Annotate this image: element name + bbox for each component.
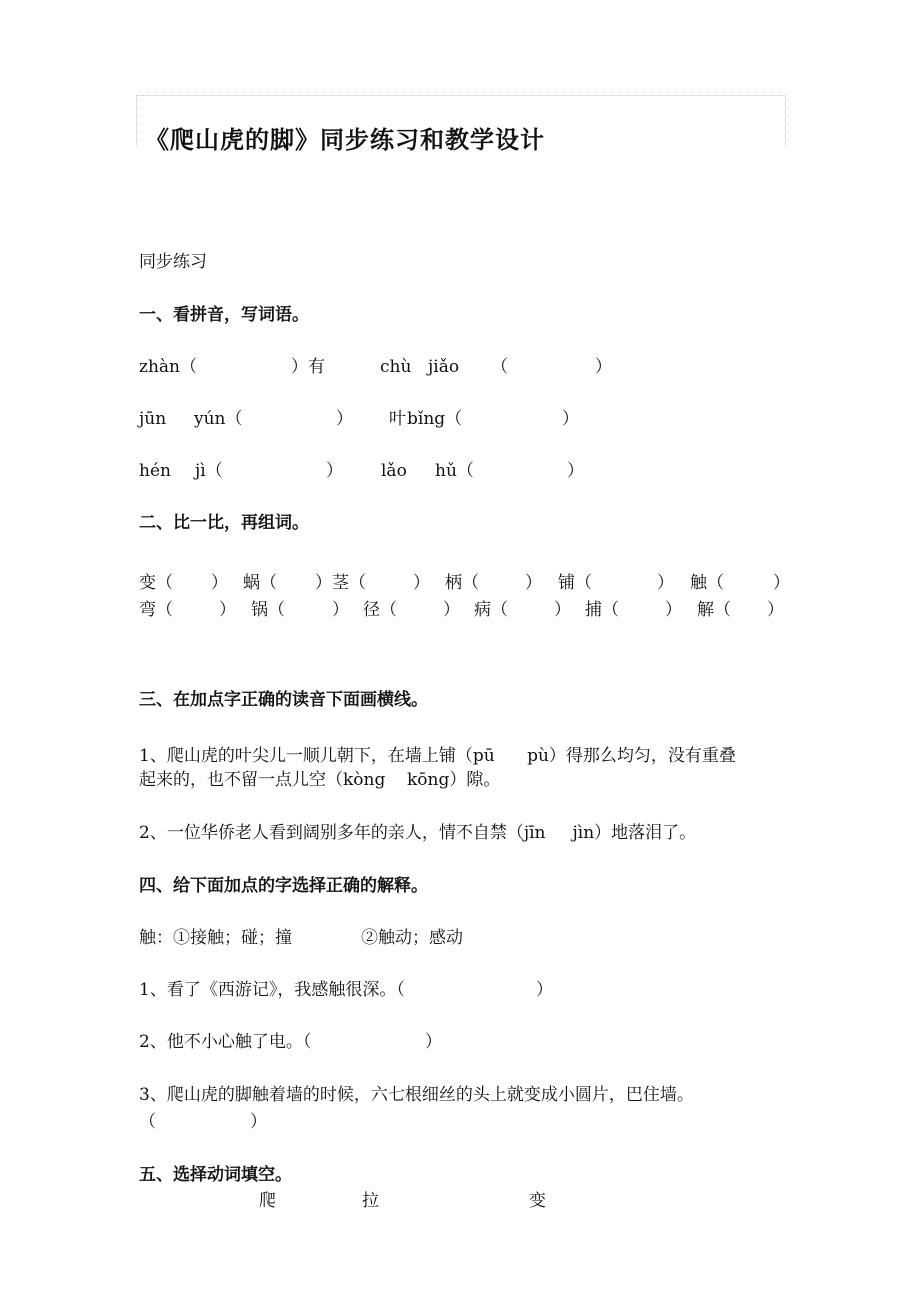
q2-r1-c1: 变（ bbox=[139, 573, 173, 593]
q1-heading: 一、看拼音，写词语。 bbox=[139, 305, 309, 325]
q2-r1-c4: ）茎（ bbox=[315, 573, 366, 593]
document-title: 《爬山虎的脚》同步练习和教学设计 bbox=[145, 125, 545, 154]
q2-r2-c8: ） bbox=[554, 600, 571, 620]
q2-r2-c3: 锅（ bbox=[251, 600, 285, 620]
q2-r2-c7: 病（ bbox=[474, 600, 508, 620]
q1-r3-c5: hǔ（ bbox=[435, 461, 474, 481]
q2-r1-c3: 蜗（ bbox=[243, 573, 277, 593]
q1-r3-c3: ） bbox=[326, 461, 343, 481]
q2-row-1 bbox=[139, 572, 789, 594]
q1-r3-c4: lǎo bbox=[381, 461, 407, 481]
q1-r1-c2: ）有 bbox=[291, 357, 325, 377]
q2-r1-c7: ） bbox=[525, 573, 542, 593]
q2-r1-c5: ） bbox=[413, 573, 430, 593]
q1-r1-c3: chù bbox=[380, 357, 412, 377]
q2-r1-c2: ） bbox=[211, 573, 228, 593]
q4-definition-b: ②触动；感动 bbox=[361, 928, 463, 948]
q1-r1-c4: jiǎo bbox=[428, 357, 460, 377]
q2-r2-c2: ） bbox=[219, 600, 236, 620]
q4-item-3: 3、爬山虎的脚触着墙的时候，六七根细丝的头上就变成小圆片，巴住墙。 bbox=[139, 1085, 694, 1105]
q1-r2-c4: 叶 bbox=[389, 409, 406, 429]
q2-r2-c4: ） bbox=[332, 600, 349, 620]
q3-item-1-line-2: 起来的，也不留一点儿空（kòng kōng）隙。 bbox=[139, 770, 501, 790]
q1-r2-c3: ） bbox=[336, 409, 353, 429]
q3-item-2: 2、一位华侨老人看到阔别多年的亲人，情不自禁（jīn jìn）地落泪了。 bbox=[139, 823, 697, 843]
q4-item-3-open: （ bbox=[139, 1112, 156, 1132]
q2-r2-c12: ） bbox=[767, 600, 784, 620]
q2-heading: 二、比一比，再组词。 bbox=[139, 513, 309, 533]
q4-item-1: 1、看了《西游记》，我感触很深。（ bbox=[139, 980, 405, 1000]
q5-word-2: 拉 bbox=[362, 1191, 379, 1211]
q5-heading: 五、选择动词填空。 bbox=[139, 1165, 292, 1185]
q5-word-1: 爬 bbox=[259, 1191, 276, 1211]
q4-item-2: 2、他不小心触了电。（ bbox=[139, 1032, 312, 1052]
q2-r1-c10: 触（ bbox=[690, 573, 724, 593]
q2-r1-c6: 柄（ bbox=[445, 573, 479, 593]
q2-r1-c11: ） bbox=[773, 573, 790, 593]
q1-r2-c6: ） bbox=[562, 409, 579, 429]
q2-r1-c9: ） bbox=[657, 573, 674, 593]
q1-row-2 bbox=[139, 408, 789, 430]
q5-word-3: 变 bbox=[529, 1191, 546, 1211]
q1-r2-c2: yún（ bbox=[194, 409, 243, 429]
q1-r2-c5: bǐng（ bbox=[407, 409, 463, 429]
q1-r3-c2: jì（ bbox=[195, 461, 223, 481]
q4-item-1-close: ） bbox=[536, 980, 553, 1000]
q1-r3-c1: hén bbox=[139, 461, 171, 481]
q1-r1-c6: ） bbox=[595, 357, 612, 377]
q1-row-3 bbox=[139, 460, 789, 482]
q2-r2-c9: 捕（ bbox=[585, 600, 619, 620]
q2-r1-c8: 铺（ bbox=[558, 573, 592, 593]
q3-heading: 三、在加点字正确的读音下面画横线。 bbox=[139, 690, 428, 710]
q2-r2-c6: ） bbox=[443, 600, 460, 620]
q2-row-2 bbox=[139, 599, 789, 621]
q4-item-3-close: ） bbox=[250, 1112, 267, 1132]
q4-item-2-close: ） bbox=[425, 1032, 442, 1052]
q2-r2-c1: 弯（ bbox=[139, 600, 173, 620]
q2-r2-c10: ） bbox=[665, 600, 682, 620]
q4-definition-a: 触：①接触；碰；撞 bbox=[139, 928, 292, 948]
q1-r3-c6: ） bbox=[567, 461, 584, 481]
section-label: 同步练习 bbox=[139, 252, 207, 272]
q1-r1-c5: （ bbox=[491, 357, 508, 377]
q1-r2-c1: jūn bbox=[139, 409, 167, 429]
q2-r2-c11: 解（ bbox=[697, 600, 731, 620]
q3-item-1-line-1: 1、爬山虎的叶尖儿一顺儿朝下，在墙上铺（pū pù）得那么均匀，没有重叠 bbox=[139, 746, 736, 766]
q4-heading: 四、给下面加点的字选择正确的解释。 bbox=[139, 876, 428, 896]
q2-r2-c5: 径（ bbox=[363, 600, 397, 620]
q1-r1-c1: zhàn（ bbox=[139, 357, 197, 377]
q1-row-1 bbox=[139, 356, 789, 378]
